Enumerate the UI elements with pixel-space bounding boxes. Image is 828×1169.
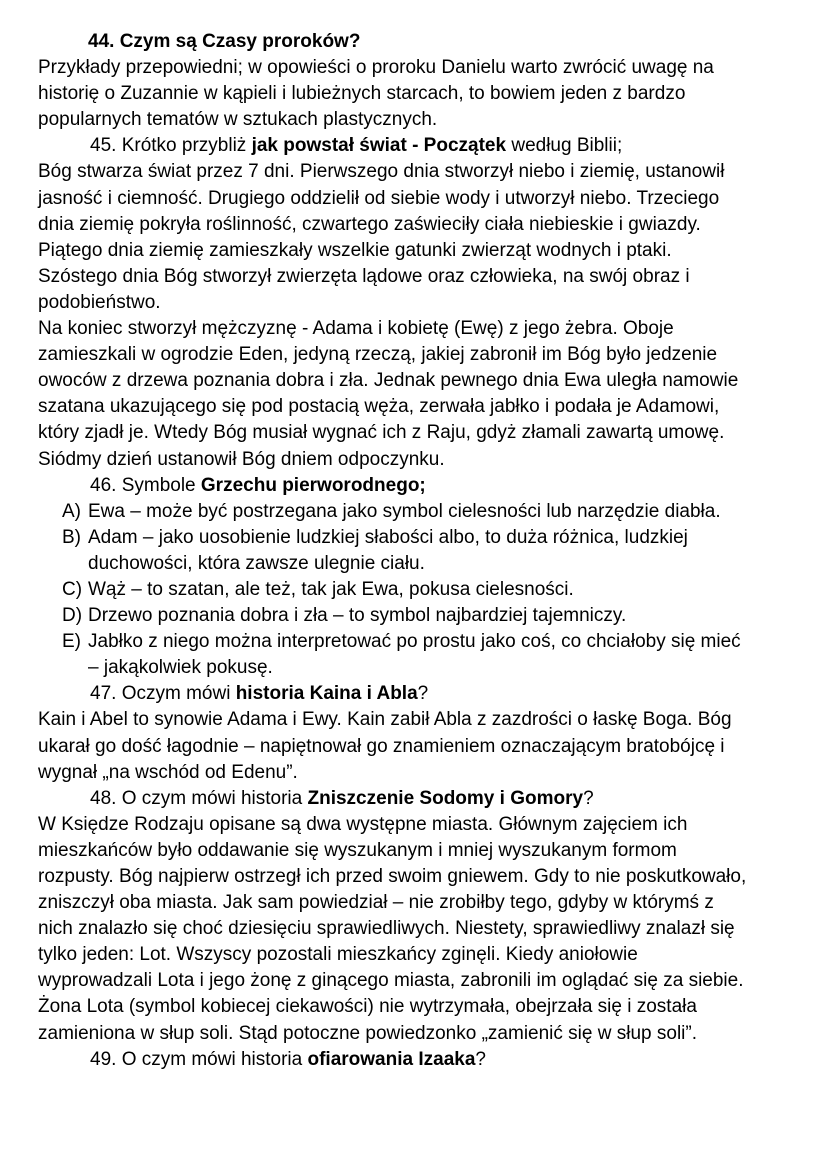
q48-line: wyprowadzali Lota i jego żonę z ginącego miasta, zabronili im oglądać się za siebie. [38, 970, 744, 992]
q45-heading: 45. Krótko przybliż jak powstał świat - Początek według Biblii; [90, 135, 623, 157]
q48-line: zniszczył oba miasta. Jak sam powiedział – nie zrobiłby tego, gdyby w którymś z [38, 892, 714, 914]
list-item: B) Adam – jako uosobienie ludzkiej słabości albo, to duża różnica, ludzkiej [38, 525, 798, 551]
q47-heading: 47. Oczym mówi historia Kaina i Abla? [90, 683, 429, 705]
q47-heading-bold: historia Kaina i Abla [235, 683, 418, 705]
q45-line: Na koniec stworzył mężczyznę - Adama i kobietę (Ewę) z jego żebra. Oboje [38, 318, 674, 340]
q48-line: nich znalazło się choć dziesięciu sprawiedliwych. Niestety, sprawiedliwy znalazł się [38, 918, 735, 940]
list-item-continuation: duchowości, która zawsze ulegnie ciału. [88, 552, 425, 574]
list-marker: A) [62, 500, 81, 522]
list-marker: E) [62, 631, 81, 653]
q49-heading: 49. O czym mówi historia ofiarowania Izaaka? [90, 1048, 486, 1070]
q48-line: zamieniona w słup soli. Stąd potoczne powiedzonko „zamienić się w słup soli”. [38, 1022, 697, 1044]
list-item: C) Wąż – to szatan, ale też, tak jak Ewa, pokusa cielesności. [38, 577, 798, 603]
q45-line: Bóg stwarza świat przez 7 dni. Pierwszego dnia stworzył niebo i ziemię, ustanowił [38, 161, 725, 183]
q45-line: który zjadł je. Wtedy Bóg musiał wygnać ich z Raju, gdyż złamali zawartą umowę. [38, 422, 725, 444]
q48-heading-bold: Zniszczenie Sodomy i Gomory [307, 787, 584, 809]
q46-heading: 46. Symbole Grzechu pierworodnego; [90, 474, 426, 496]
list-marker: B) [62, 526, 81, 548]
q45-line: szatana ukazującego się pod postacią węża, zerwała jabłko i podała je Adamowi, [38, 396, 720, 418]
q45-line: dnia ziemię pokryła roślinność, czwartego zaświeciły ciała niebieskie i gwiazdy. [38, 213, 701, 235]
q48-line: W Księdze Rodzaju opisane są dwa występne miasta. Głównym zajęciem ich [38, 813, 688, 835]
q45-heading-bold: jak powstał świat - Początek [251, 135, 507, 157]
q44-heading: 44. Czym są Czasy proroków? [88, 31, 361, 52]
q48-line: mieszkańców było oddawanie się wyszukanym i mniej wyszukanym formom [38, 839, 677, 861]
q48-line: rozpusty. Bóg najpierw ostrzegł ich przed swoim gniewem. Gdy to nie poskutkowało, [38, 866, 747, 887]
list-marker: D) [62, 605, 83, 627]
list-item: D) Drzewo poznania dobra i zła – to symbol najbardziej tajemniczy. [38, 603, 798, 629]
q44-line: Przykłady przepowiedni; w opowieści o proroku Danielu warto zwrócić uwagę na [38, 57, 714, 79]
q45-line: Piątego dnia ziemię zamieszkały wszelkie gatunki zwierząt wodnych i ptaki. [38, 239, 672, 261]
list-marker: C) [62, 578, 83, 600]
q47-line: wygnał „na wschód od Edenu”. [38, 761, 298, 783]
list-item: E) Jabłko z niego można interpretować po prostu jako coś, co chciałoby się mieć [38, 629, 798, 655]
q47-line: Kain i Abel to synowie Adama i Ewy. Kain zabił Abla z zazdrości o łaskę Boga. Bóg [38, 709, 732, 731]
q48-heading: 48. O czym mówi historia Zniszczenie Sodomy i Gomory? [90, 787, 594, 809]
q45-line: zamieszkali w ogrodzie Eden, jedyną rzeczą, jakiej zabronił im Bóg było jedzenie [38, 344, 718, 366]
q48-line: Żona Lota (symbol kobiecej ciekawości) nie wytrzymała, obejrzała się i została [38, 996, 697, 1018]
list-item: A) Ewa – może być postrzegana jako symbol cielesności lub narzędzie diabła. [38, 499, 798, 525]
q44-line: historię o Zuzannie w kąpieli i lubieżnych starcach, to bowiem jeden z bardzo [38, 83, 686, 105]
q49-heading-bold: ofiarowania Izaaka [307, 1048, 476, 1070]
list-item-continuation: – jakąkolwiek pokusę. [88, 657, 273, 679]
q45-line: jasność i ciemność. Drugiego oddzielił od siebie wody i utworzył niebo. Trzeciego [38, 187, 720, 209]
q45-line: podobieństwo. [38, 291, 161, 313]
q48-line: tylko jeden: Lot. Wszyscy pozostali mieszkańcy zginęli. Kiedy aniołowie [38, 944, 638, 966]
q46-heading-bold: Grzechu pierworodnego; [200, 474, 426, 496]
q45-line: owoców z drzewa poznania dobra i zła. Jednak pewnego dnia Ewa uległa namowie [38, 370, 739, 392]
q44-line: popularnych tematów w sztukach plastycznych. [38, 109, 438, 131]
q45-line: Szóstego dnia Bóg stworzył zwierzęta lądowe oraz człowieka, na swój obraz i [38, 265, 690, 287]
q47-line: ukarał go dość łagodnie – napiętnował go znamieniem oznaczającym bratobójcę i [38, 735, 725, 757]
q45-line: Siódmy dzień ustanowił Bóg dniem odpoczynku. [38, 448, 445, 470]
